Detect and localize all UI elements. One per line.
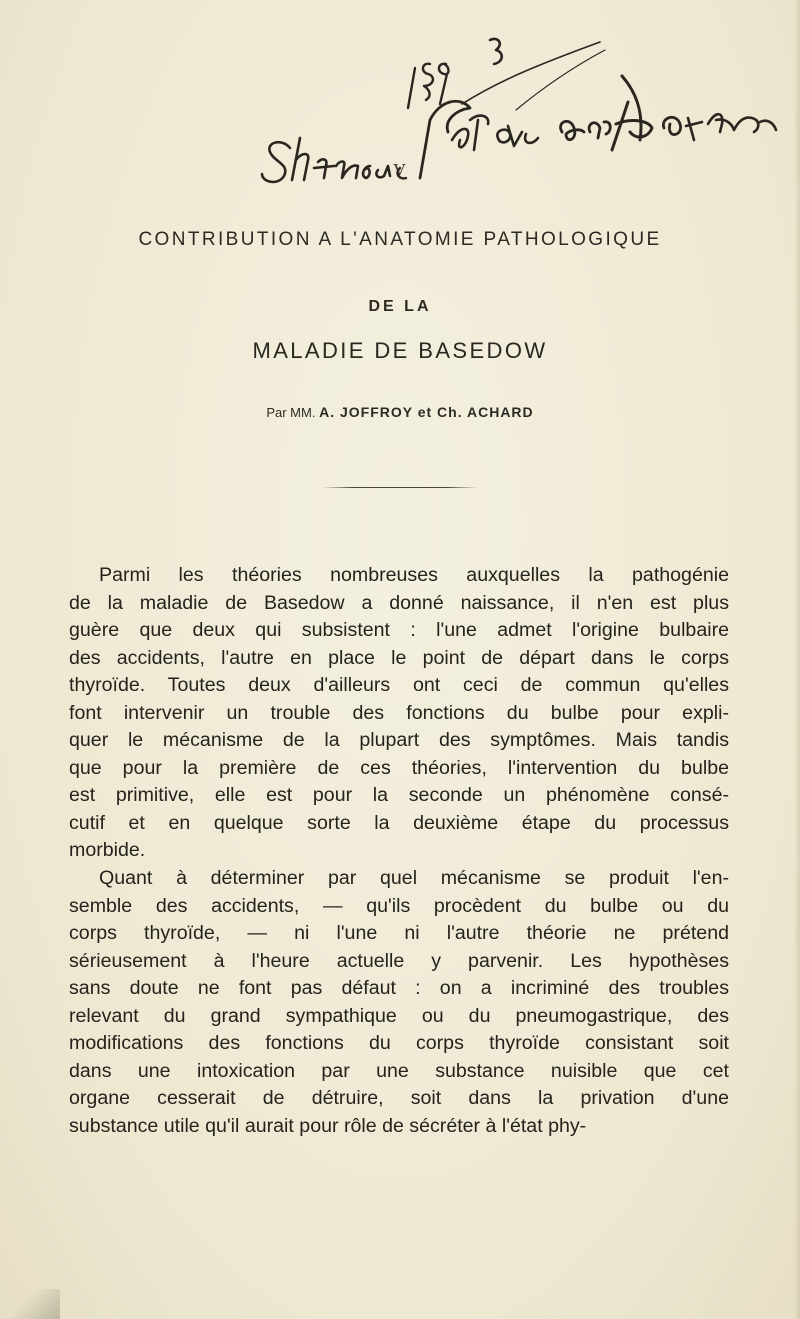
- authors-names: A. JOFFROY et Ch. ACHARD: [319, 404, 534, 420]
- text-line: thyroïde. Toutes deux d'ailleurs ont ceci de commun qu'elles: [69, 674, 729, 697]
- section-number: V: [393, 160, 407, 180]
- text-line: Parmi les théories nombreuses auxquelles la pathogénie: [99, 564, 729, 586]
- text-line: relevant du grand sympathique ou du pneumogastrique, des: [69, 1004, 729, 1027]
- text-line: corps thyroïde, — ni l'une ni l'autre théorie ne prétend: [69, 922, 729, 945]
- body-text: [69, 562, 729, 1140]
- authors-prefix: Par MM.: [266, 405, 316, 420]
- text-line: est primitive, elle est pour la seconde un phénomène consé-: [69, 784, 729, 807]
- paragraph-1: [69, 562, 729, 865]
- authors-line: [0, 404, 800, 420]
- text-line: sérieusement à l'heure actuelle y parvenir. Les hypothèses: [69, 949, 729, 972]
- text-line: Quant à déterminer par quel mécanisme se produit l'en-: [99, 867, 729, 890]
- title-line-1: CONTRIBUTION A L'ANATOMIE PATHOLOGIQUE: [138, 229, 662, 250]
- paragraph-2: [69, 865, 729, 1140]
- text-line: quer le mécanisme de la plupart des symptômes. Mais tandis: [69, 729, 729, 752]
- text-line: organe cesserait de détruire, soit dans la privation d'une: [69, 1087, 729, 1110]
- text-line: de la maladie de Basedow a donné naissance, il n'en est plus: [69, 591, 729, 614]
- text-line: semble des accidents, — qu'ils procèdent du bulbe ou du: [69, 894, 729, 917]
- text-line: des accidents, l'autre en place le point de départ dans le corps: [69, 646, 729, 669]
- text-line: modifications des fonctions du corps thyroïde consistant soit: [69, 1032, 729, 1055]
- title-line-2: DE LA: [368, 298, 432, 315]
- text-line: cutif et en quelque sorte la deuxième étape du processus: [69, 811, 729, 834]
- text-line: que pour la première de ces théories, l'intervention du bulbe: [69, 756, 729, 779]
- text-line: dans une intoxication par une substance nuisible que cet: [69, 1059, 729, 1082]
- page-corner-shadow: [0, 1289, 60, 1319]
- title-line-3: MALADIE DE BASEDOW: [252, 338, 548, 363]
- text-line: sans doute ne font pas défaut : on a incriminé des troubles: [69, 977, 729, 1000]
- text-line: substance utile qu'il aurait pour rôle de sécréter à l'état phy-: [69, 1114, 587, 1137]
- text-line: font intervenir un trouble des fonctions du bulbe pour expli-: [69, 701, 729, 724]
- separator-rule: [322, 487, 478, 488]
- text-line: morbide.: [69, 839, 146, 862]
- page-edge: [794, 0, 800, 1319]
- text-line: guère que deux qui subsistent : l'une admet l'origine bulbaire: [69, 619, 729, 642]
